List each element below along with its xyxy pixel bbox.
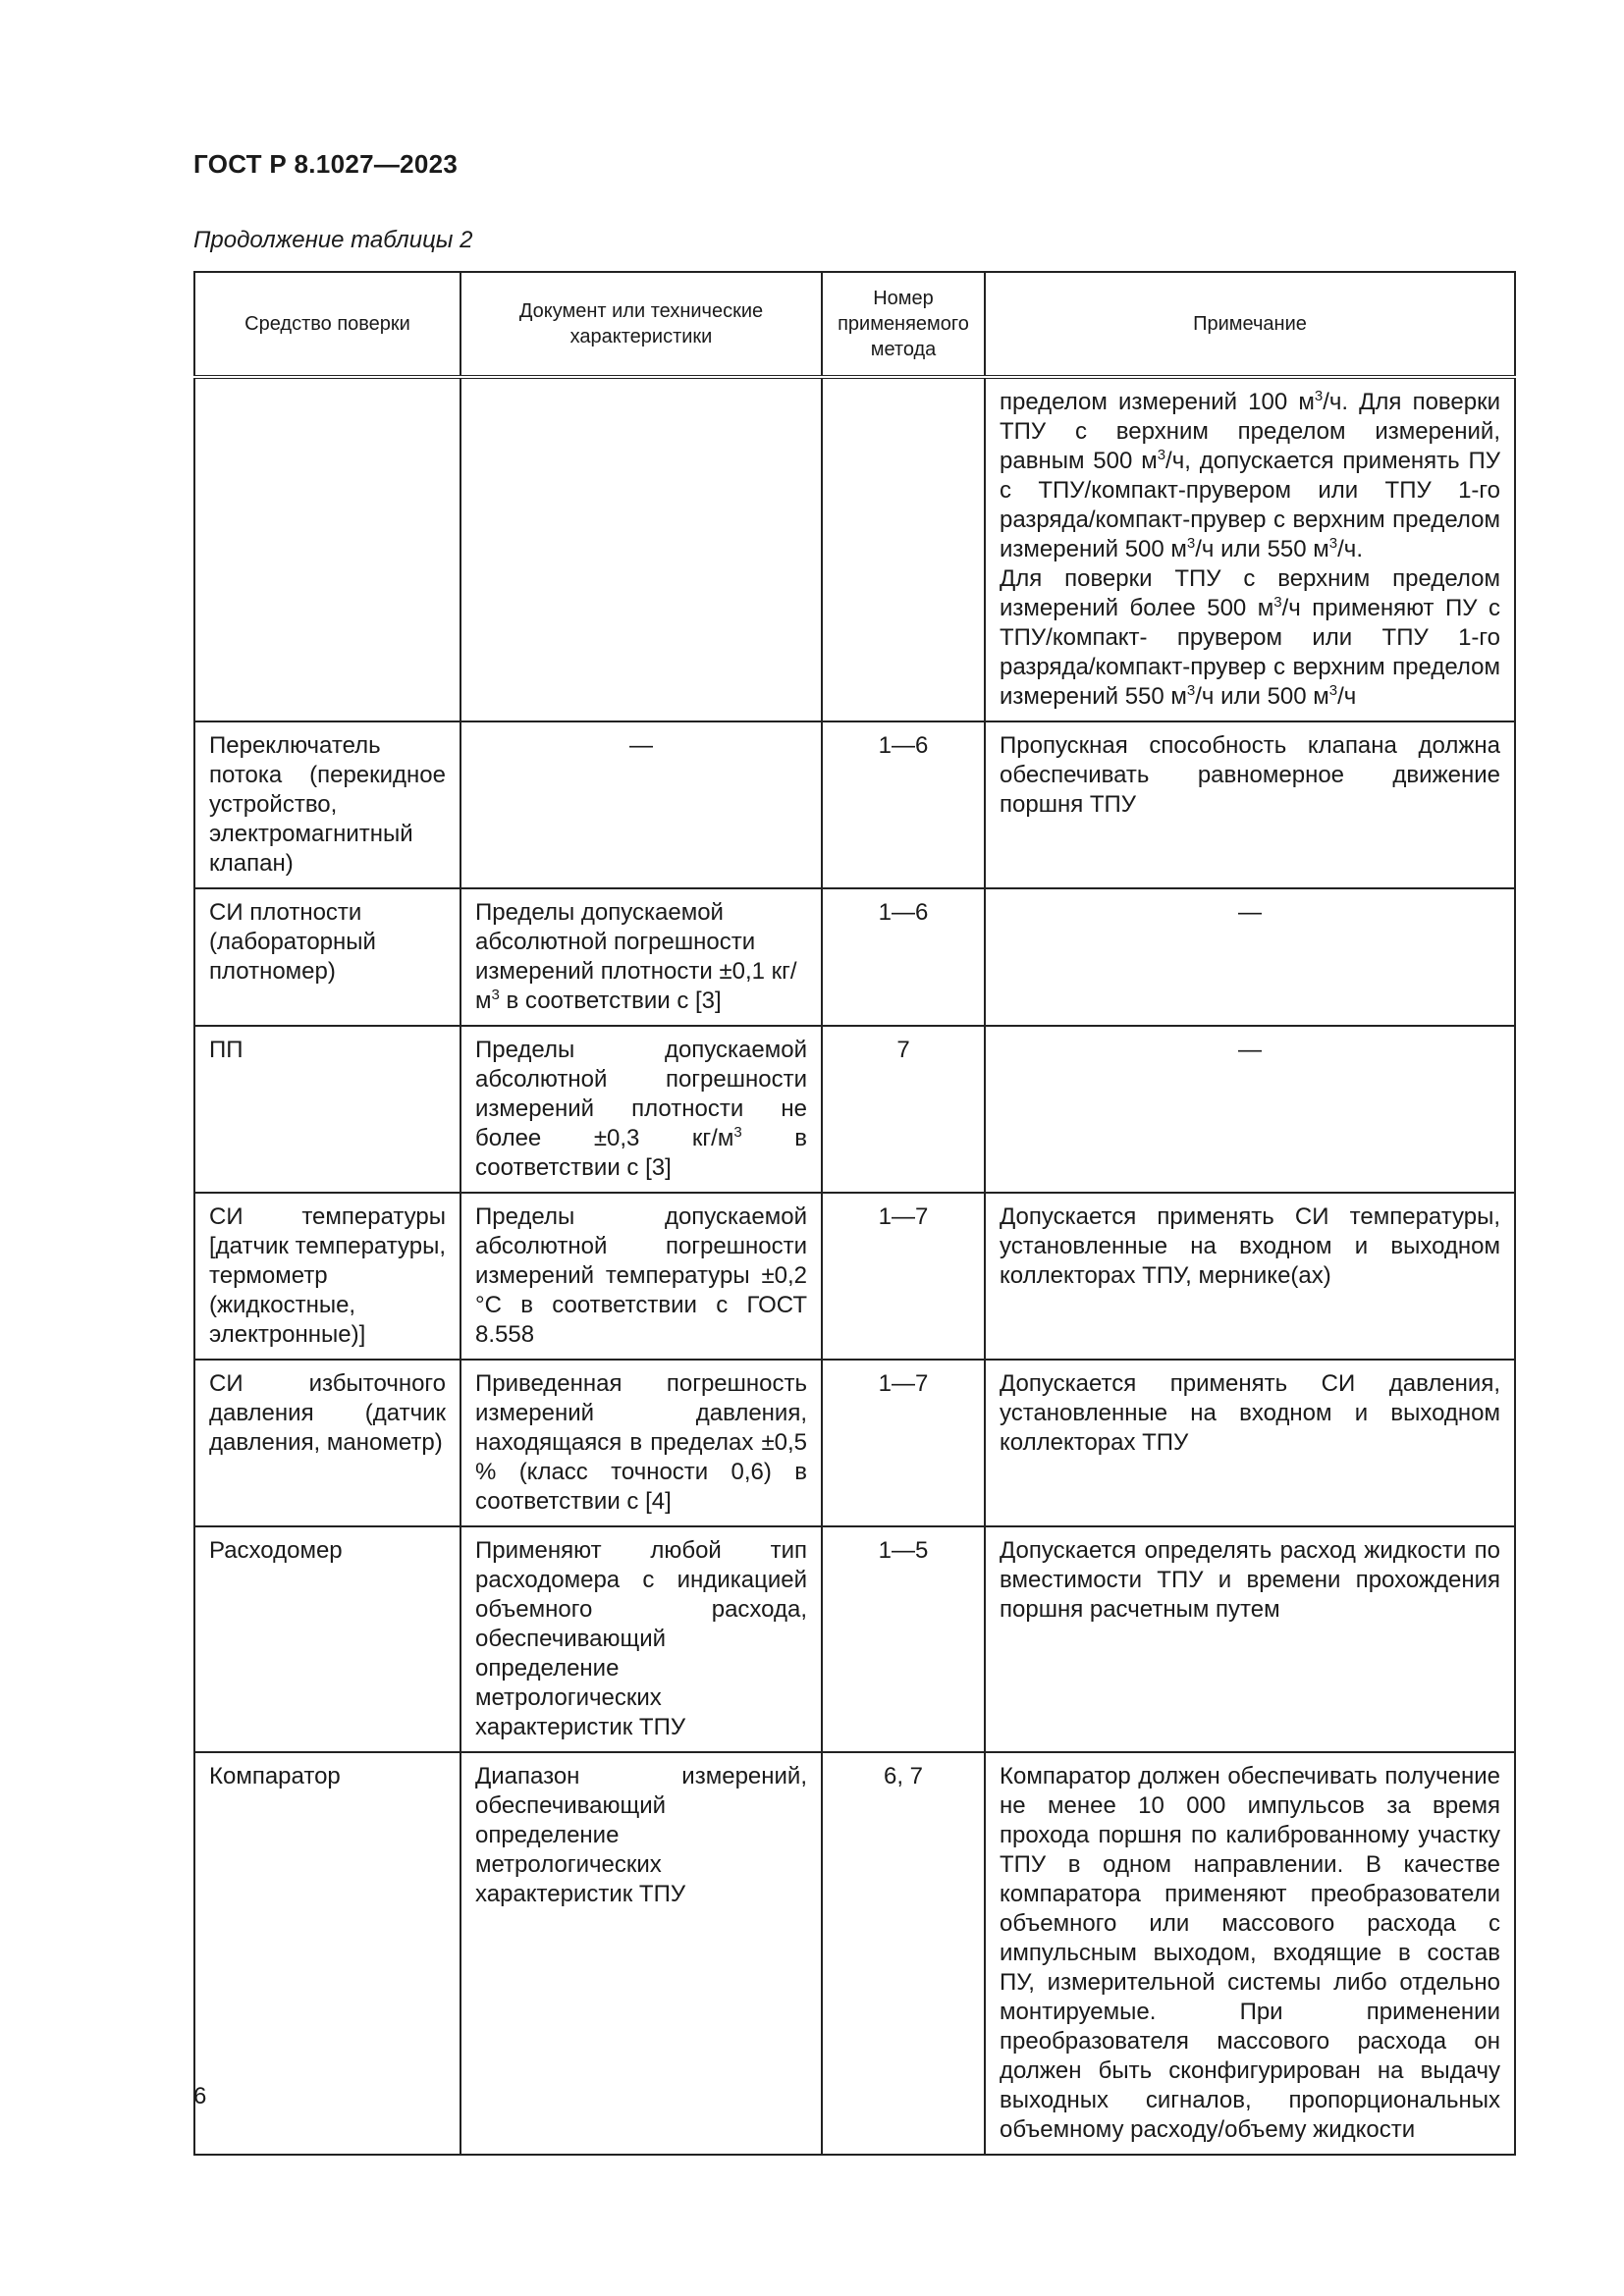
cell-tool: ПП bbox=[194, 1026, 460, 1193]
table-row bbox=[194, 1526, 1515, 1752]
cell-note: — bbox=[985, 1026, 1515, 1193]
cell-document bbox=[460, 377, 822, 721]
table-row bbox=[194, 1026, 1515, 1193]
cell-method: 1—6 bbox=[822, 721, 985, 888]
cell-document: Пределы допускаемой абсолютной погрешности измерений плотности ±0,1 $кг/м^3$ в соответствии с [3] bbox=[460, 888, 822, 1026]
table-caption: Продолжение таблицы 2 bbox=[193, 227, 473, 253]
cell-document: Диапазон измерений, обеспечивающий определение метрологических характеристик ТПУ bbox=[460, 1752, 822, 2155]
cell-document: Пределы допускаемой абсолютной погрешности измерений температуры ±0,2 °C в соответствии с ГОСТ 8.558 bbox=[460, 1193, 822, 1360]
cell-tool: СИ плотности (лабораторный плотномер) bbox=[194, 888, 460, 1026]
table-row bbox=[194, 888, 1515, 1026]
column-header-document: Документ или технические характеристики bbox=[460, 272, 822, 377]
table-row bbox=[194, 1360, 1515, 1526]
cell-note: Допускается применять СИ температуры, установленные на входном и выходном коллекторах ТПУ, мернике(ах) bbox=[985, 1193, 1515, 1360]
cell-document: Пределы допускаемой абсолютной погрешности измерений плотности не более ±0,3 $кг/м^3$ в соответствии с [3] bbox=[460, 1026, 822, 1193]
cell-note: Пропускная способность клапана должна обеспечивать равномерное движение поршня ТПУ bbox=[985, 721, 1515, 888]
cell-note: Допускается применять СИ давления, установленные на входном и выходном коллекторах ТПУ bbox=[985, 1360, 1515, 1526]
cell-method: 1—7 bbox=[822, 1193, 985, 1360]
cell-document: Применяют любой тип расходомера с индикацией объемного расхода, обеспечивающий определение метрологических характеристик ТПУ bbox=[460, 1526, 822, 1752]
page-number: 6 bbox=[193, 2083, 207, 2109]
table-row bbox=[194, 1752, 1515, 2155]
cell-method: 1—6 bbox=[822, 888, 985, 1026]
cell-tool: СИ температуры [датчик температуры, термометр (жидкостные, электронные)] bbox=[194, 1193, 460, 1360]
table-row bbox=[194, 377, 1515, 721]
cell-document: — bbox=[460, 721, 822, 888]
cell-tool: Расходомер bbox=[194, 1526, 460, 1752]
cell-tool: СИ избыточного давления (датчик давления, манометр) bbox=[194, 1360, 460, 1526]
column-header-note: Примечание bbox=[985, 272, 1515, 377]
cell-note: пределом измерений 100 $м^3/ч$. Для поверки ТПУ с верхним пределом измерений, равным 500 $м^3/ч$, допускается применять ПУ с ТПУ/компакт-прувером или ТПУ 1-го разряда/компакт-прувер с верхним пределом измерений 500 $м^3/ч$ или 550 $м^3/ч$. Для поверки ТПУ с верхним пределом измерений более 500 $м^3/ч$ применяют ПУ с ТПУ/компакт- прувером или ТПУ 1-го разряда/компакт-прувер с верхним пределом измерений 550 $м^3/ч$ или 500 $м^3/ч$ bbox=[985, 377, 1515, 721]
cell-tool: Переключатель потока (перекидное устройство, электромагнитный клапан) bbox=[194, 721, 460, 888]
cell-note: — bbox=[985, 888, 1515, 1026]
document-title: ГОСТ Р 8.1027—2023 bbox=[193, 149, 459, 179]
cell-tool: Компаратор bbox=[194, 1752, 460, 2155]
cell-note: Компаратор должен обеспечивать получение не менее 10 000 импульсов за время прохода поршня по калиброванному участку ТПУ в одном направлении. В качестве компаратора применяют преобразователи объемного или массового расхода с импульсным выходом, входящие в состав ПУ, измерительной системы либо отдельно монтируемые. При применении преобразователя массового расхода он должен быть сконфигурирован на выдачу выходных сигналов, пропорциональных объемному расходу/объему жидкости bbox=[985, 1752, 1515, 2155]
column-header-method: Номер применяемого метода bbox=[822, 272, 985, 377]
cell-method: 1—7 bbox=[822, 1360, 985, 1526]
cell-method: 6, 7 bbox=[822, 1752, 985, 2155]
cell-document: Приведенная погрешность измерений давления, находящаяся в пределах ±0,5 % (класс точности 0,6) в соответствии с [4] bbox=[460, 1360, 822, 1526]
cell-note: Допускается определять расход жидкости по вместимости ТПУ и времени прохождения поршня расчетным путем bbox=[985, 1526, 1515, 1752]
table-header-row bbox=[194, 272, 1515, 377]
cell-method: 1—5 bbox=[822, 1526, 985, 1752]
cell-method bbox=[822, 377, 985, 721]
cell-tool bbox=[194, 377, 460, 721]
verification-tools-table bbox=[193, 271, 1516, 2156]
table-row bbox=[194, 1193, 1515, 1360]
table-row bbox=[194, 721, 1515, 888]
cell-method: 7 bbox=[822, 1026, 985, 1193]
column-header-tool: Средство поверки bbox=[194, 272, 460, 377]
